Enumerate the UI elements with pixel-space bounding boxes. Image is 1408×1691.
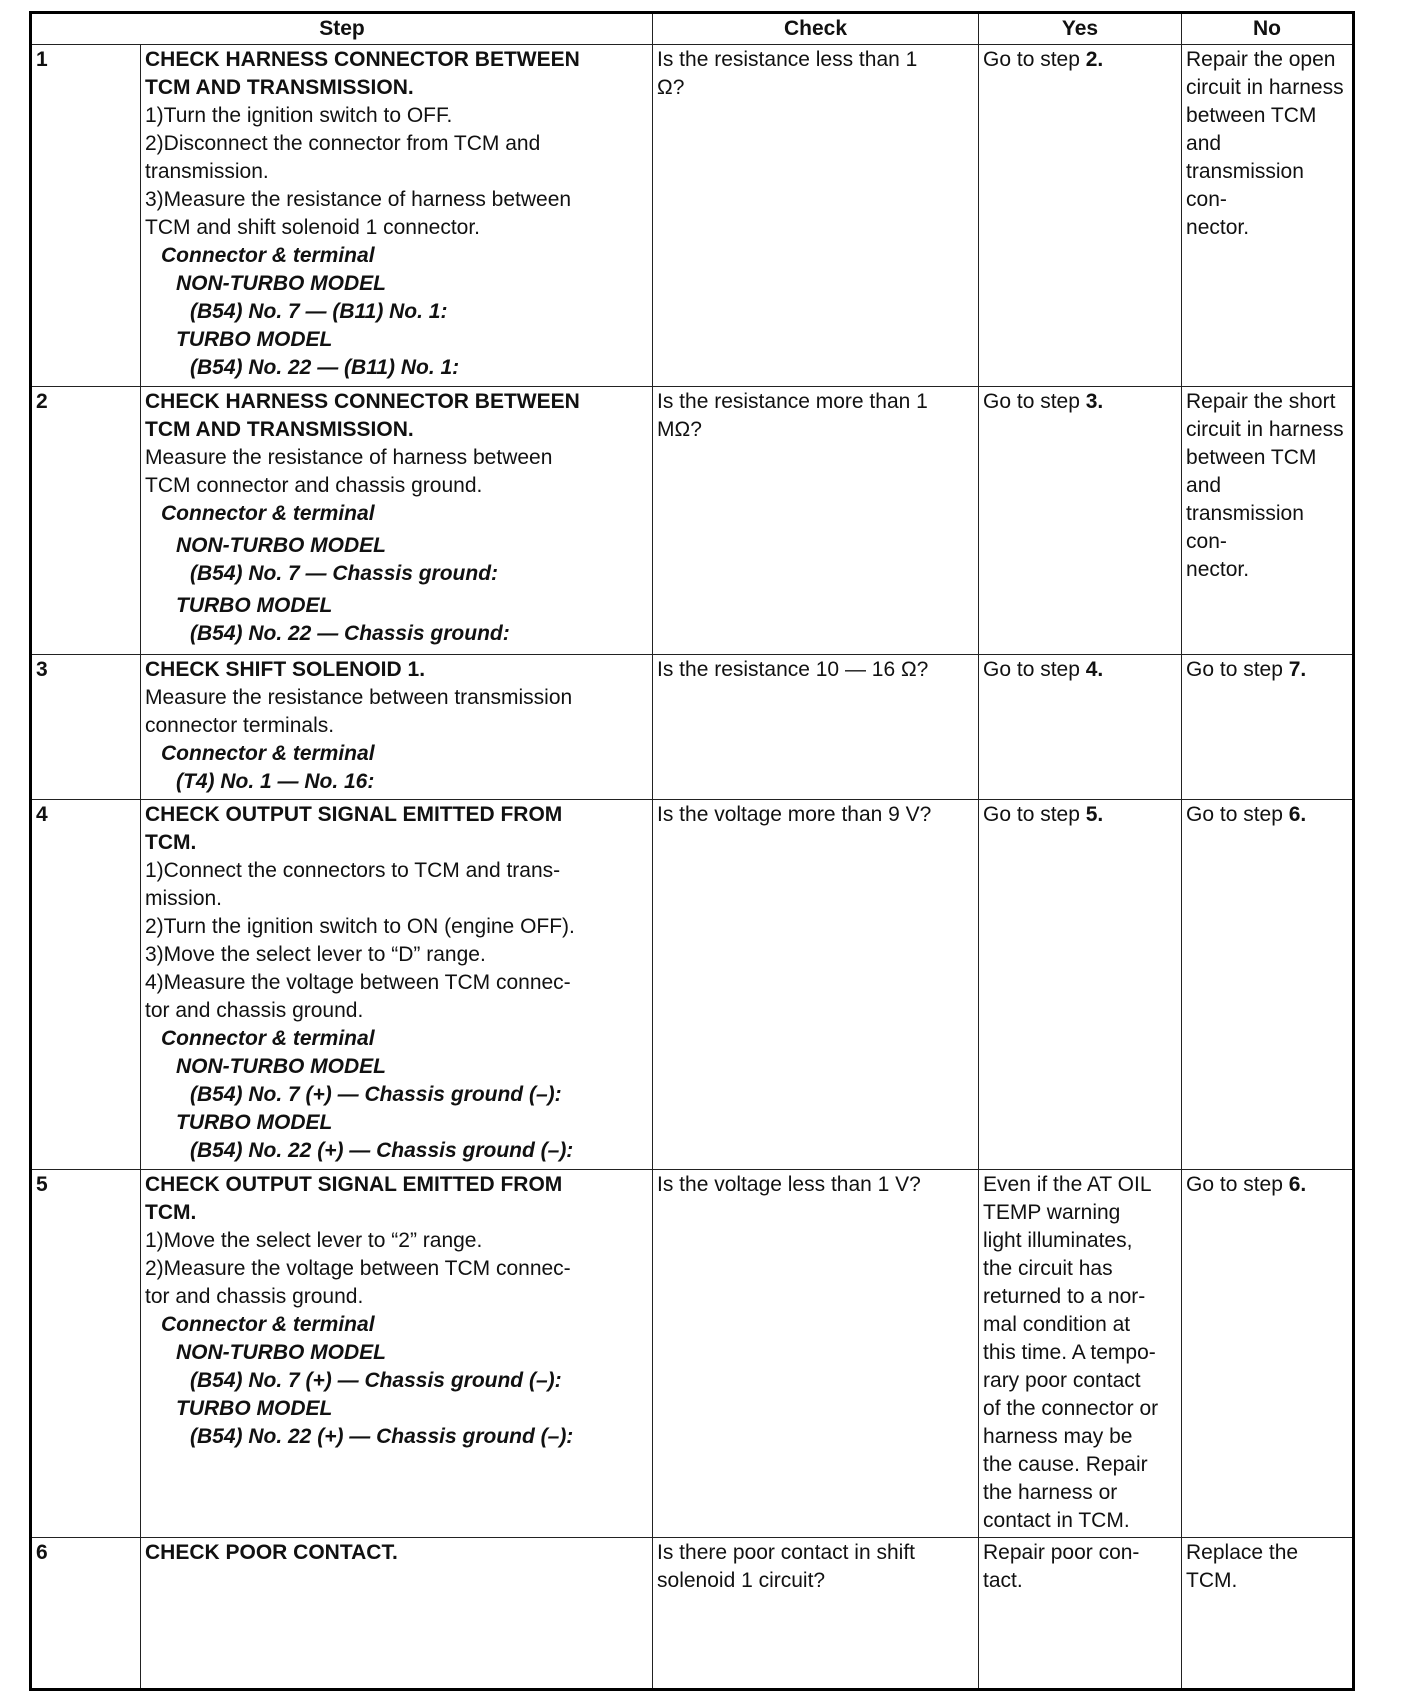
yes-text: Go to step <box>983 48 1086 71</box>
yes-text: returned to a nor- <box>983 1285 1146 1308</box>
yes-cell <box>979 1170 1182 1538</box>
check-cell <box>653 1170 979 1538</box>
yes-text: of the connector or <box>983 1397 1159 1420</box>
yes-cell <box>979 1538 1182 1690</box>
check-cell <box>653 800 979 1170</box>
instruction-line: 4)Measure the voltage between TCM connec- <box>145 971 571 994</box>
no-text: Go to step <box>1186 803 1289 826</box>
terminal-spec: (B54) No. 7 (+) — Chassis ground (–): <box>190 1083 562 1106</box>
check-cell <box>653 387 979 655</box>
model-label: TURBO MODEL <box>176 1397 333 1420</box>
check-cell <box>653 1538 979 1690</box>
instruction-line: 2)Measure the voltage between TCM connec- <box>145 1257 571 1280</box>
no-cell <box>1182 800 1354 1170</box>
no-text: Go to step <box>1186 658 1289 681</box>
no-text: between TCM and <box>1186 446 1317 497</box>
table-row <box>31 800 1354 1170</box>
terminal-spec: (B54) No. 22 (+) — Chassis ground (–): <box>190 1139 574 1162</box>
no-cell <box>1182 45 1354 387</box>
no-cell <box>1182 1170 1354 1538</box>
no-text: circuit in harness <box>1186 418 1344 441</box>
yes-step-ref: 5. <box>1085 803 1104 826</box>
terminal-spec: (B54) No. 7 — Chassis ground: <box>190 562 499 585</box>
no-cell <box>1182 655 1354 800</box>
table-row <box>31 655 1354 800</box>
step-description <box>141 800 653 1170</box>
step-description <box>141 387 653 655</box>
no-text: nector. <box>1186 216 1250 239</box>
step-title: TCM AND TRANSMISSION. <box>145 76 414 99</box>
yes-text: the circuit has <box>983 1257 1113 1280</box>
yes-text: harness may be <box>983 1425 1133 1448</box>
connector-heading: Connector & terminal <box>161 502 375 525</box>
model-label: NON-TURBO MODEL <box>176 1341 386 1364</box>
instruction-line: Measure the resistance of harness between <box>145 446 553 469</box>
table-row <box>31 45 1354 387</box>
no-text: circuit in harness <box>1186 76 1344 99</box>
no-text: between TCM and <box>1186 104 1317 155</box>
instruction-line: connector terminals. <box>145 714 335 737</box>
header-yes: Yes <box>979 13 1182 45</box>
yes-text: this time. A tempo- <box>983 1341 1156 1364</box>
yes-cell <box>979 655 1182 800</box>
step-description <box>141 655 653 800</box>
yes-text: TEMP warning <box>983 1201 1121 1224</box>
instruction-line: 1)Move the select lever to “2” range. <box>145 1229 483 1252</box>
model-label: TURBO MODEL <box>176 1111 333 1134</box>
connector-heading: Connector & terminal <box>161 1313 375 1336</box>
terminal-spec: (B54) No. 7 — (B11) No. 1: <box>190 300 448 323</box>
yes-cell <box>979 800 1182 1170</box>
step-number: 6 <box>31 1538 141 1690</box>
terminal-spec: (B54) No. 22 — Chassis ground: <box>190 622 510 645</box>
instruction-line: Measure the resistance between transmission <box>145 686 573 709</box>
terminal-spec: (B54) No. 22 (+) — Chassis ground (–): <box>190 1425 574 1448</box>
connector-heading: Connector & terminal <box>161 1027 375 1050</box>
no-text: transmission con- <box>1186 160 1304 211</box>
instruction-line: 2)Turn the ignition switch to ON (engine OFF). <box>145 915 575 938</box>
yes-text: rary poor contact <box>983 1369 1141 1392</box>
instruction-line: 3)Measure the resistance of harness between <box>145 188 572 211</box>
yes-step-ref: 3. <box>1085 390 1104 413</box>
yes-text: tact. <box>983 1569 1023 1592</box>
table-row <box>31 1170 1354 1538</box>
no-text: Go to step <box>1186 1173 1289 1196</box>
connector-heading: Connector & terminal <box>161 742 375 765</box>
no-step-ref: 6. <box>1288 803 1307 826</box>
no-cell <box>1182 1538 1354 1690</box>
step-title: CHECK OUTPUT SIGNAL EMITTED FROM <box>145 803 563 826</box>
step-number: 1 <box>31 45 141 387</box>
step-number: 4 <box>31 800 141 1170</box>
instruction-line: TCM and shift solenoid 1 connector. <box>145 216 481 239</box>
step-number: 2 <box>31 387 141 655</box>
yes-text: the harness or <box>983 1481 1118 1504</box>
terminal-spec: (B54) No. 22 — (B11) No. 1: <box>190 356 460 379</box>
no-cell <box>1182 387 1354 655</box>
instruction-line: 3)Move the select lever to “D” range. <box>145 943 486 966</box>
model-label: TURBO MODEL <box>176 328 333 351</box>
step-title: TCM. <box>145 831 197 854</box>
header-step: Step <box>31 13 653 45</box>
table-row <box>31 387 1354 655</box>
model-label: NON-TURBO MODEL <box>176 1055 386 1078</box>
check-text: Is there poor contact in shift <box>657 1541 915 1564</box>
no-step-ref: 7. <box>1288 658 1307 681</box>
yes-step-ref: 2. <box>1085 48 1104 71</box>
terminal-spec: (B54) No. 7 (+) — Chassis ground (–): <box>190 1369 562 1392</box>
step-title: CHECK POOR CONTACT. <box>145 1541 398 1564</box>
step-title: TCM AND TRANSMISSION. <box>145 418 414 441</box>
instruction-line: 1)Turn the ignition switch to OFF. <box>145 104 453 127</box>
no-text: nector. <box>1186 558 1250 581</box>
check-text: Is the resistance less than 1 <box>657 48 918 71</box>
check-text: Is the resistance more than 1 <box>657 390 928 413</box>
header-check: Check <box>653 13 979 45</box>
check-text: solenoid 1 circuit? <box>657 1569 826 1592</box>
connector-heading: Connector & terminal <box>161 244 375 267</box>
instruction-line: 1)Connect the connectors to TCM and trans- <box>145 859 561 882</box>
no-text: transmission con- <box>1186 502 1304 553</box>
check-text: Is the voltage less than 1 V? <box>657 1173 921 1196</box>
header-row <box>31 13 1354 45</box>
yes-text: Go to step <box>983 803 1086 826</box>
step-number: 5 <box>31 1170 141 1538</box>
step-title: CHECK SHIFT SOLENOID 1. <box>145 658 426 681</box>
no-text: Replace the TCM. <box>1186 1541 1299 1592</box>
yes-text: the cause. Repair <box>983 1453 1148 1476</box>
terminal-spec: (T4) No. 1 — No. 16: <box>176 770 375 793</box>
yes-text: contact in TCM. <box>983 1509 1130 1532</box>
instruction-line: tor and chassis ground. <box>145 999 364 1022</box>
header-no: No <box>1182 13 1354 45</box>
no-text: Repair the short <box>1186 390 1336 413</box>
step-number: 3 <box>31 655 141 800</box>
yes-text: mal condition at <box>983 1313 1131 1336</box>
step-title: CHECK OUTPUT SIGNAL EMITTED FROM <box>145 1173 563 1196</box>
instruction-line: mission. <box>145 887 223 910</box>
no-step-ref: 6. <box>1288 1173 1307 1196</box>
check-text: Is the voltage more than 9 V? <box>657 803 932 826</box>
model-label: TURBO MODEL <box>176 594 333 617</box>
yes-text: Repair poor con- <box>983 1541 1140 1564</box>
instruction-line: transmission. <box>145 160 269 183</box>
yes-text: light illuminates, <box>983 1229 1133 1252</box>
model-label: NON-TURBO MODEL <box>176 534 386 557</box>
check-cell <box>653 655 979 800</box>
diagnostic-table <box>29 11 1355 1691</box>
yes-text: Go to step <box>983 390 1086 413</box>
yes-text: Even if the AT OIL <box>983 1173 1152 1196</box>
step-title: TCM. <box>145 1201 197 1224</box>
yes-text: Go to step <box>983 658 1086 681</box>
step-title: CHECK HARNESS CONNECTOR BETWEEN <box>145 48 580 71</box>
step-description <box>141 45 653 387</box>
instruction-line: TCM connector and chassis ground. <box>145 474 483 497</box>
instruction-line: 2)Disconnect the connector from TCM and <box>145 132 541 155</box>
step-title: CHECK HARNESS CONNECTOR BETWEEN <box>145 390 580 413</box>
yes-cell <box>979 45 1182 387</box>
table-row <box>31 1538 1354 1690</box>
yes-step-ref: 4. <box>1085 658 1104 681</box>
step-description <box>141 1170 653 1538</box>
model-label: NON-TURBO MODEL <box>176 272 386 295</box>
check-text: Ω? <box>657 76 685 99</box>
yes-cell <box>979 387 1182 655</box>
check-text: MΩ? <box>657 418 702 441</box>
check-text: Is the resistance 10 — 16 Ω? <box>657 658 929 681</box>
step-description <box>141 1538 653 1690</box>
no-text: Repair the open <box>1186 48 1336 71</box>
check-cell <box>653 45 979 387</box>
instruction-line: tor and chassis ground. <box>145 1285 364 1308</box>
